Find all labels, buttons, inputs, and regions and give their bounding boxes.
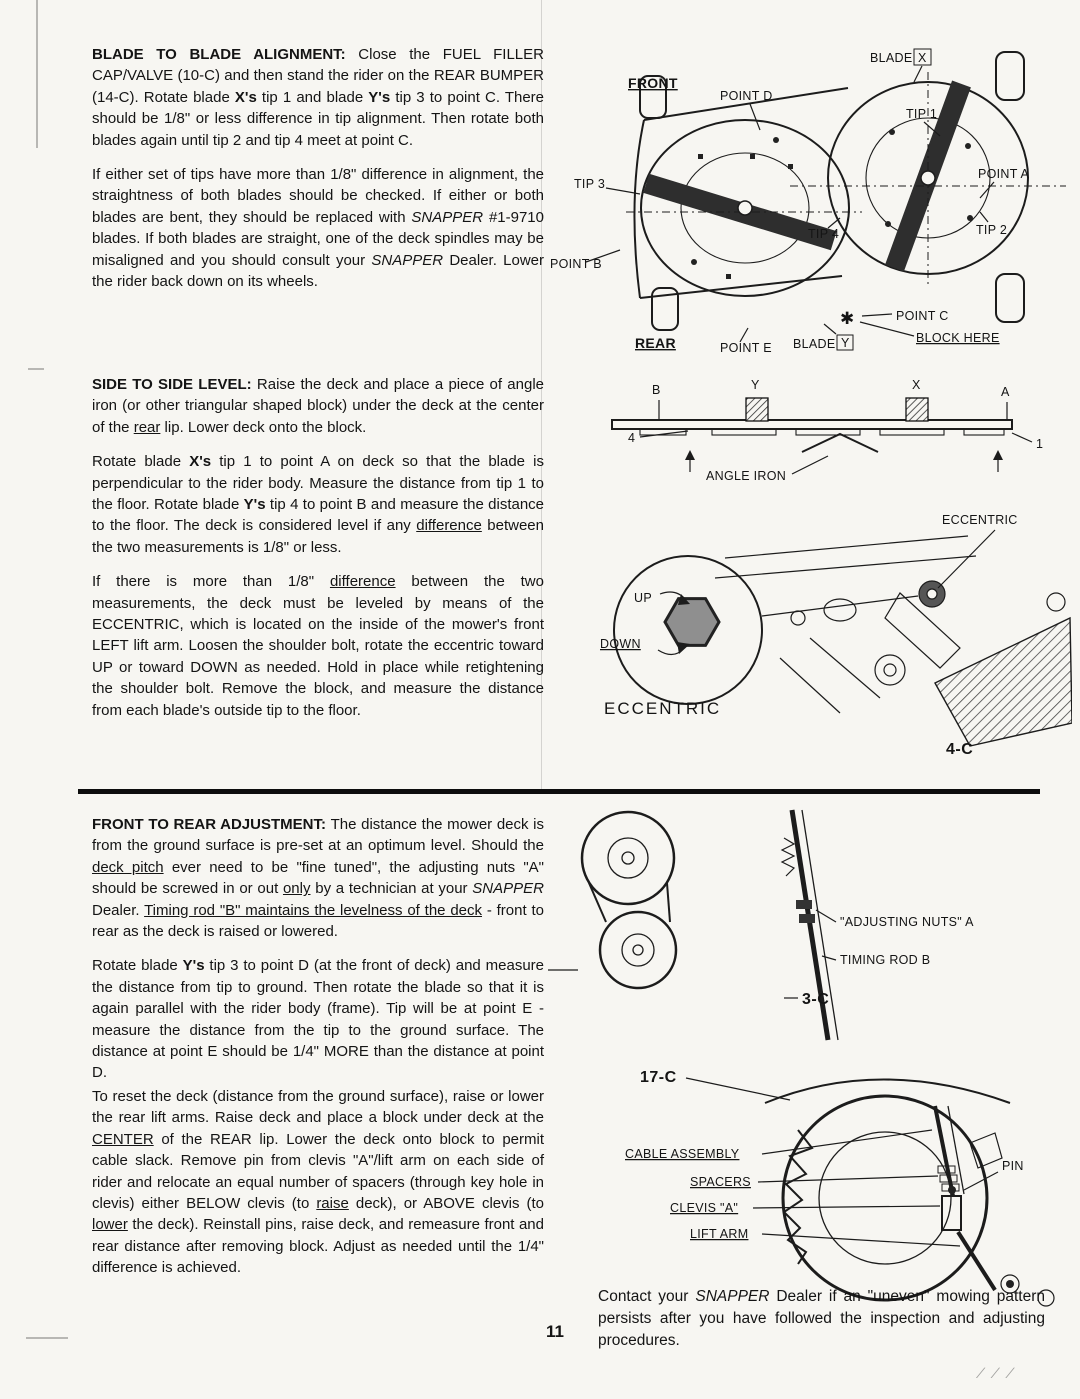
tip-3-label: TIP 3	[574, 177, 606, 191]
point-c-label: POINT C	[896, 309, 949, 323]
blade-y-label: BLADE	[793, 337, 836, 351]
footrest-hatched	[935, 618, 1072, 746]
num-1-label: 1	[1036, 437, 1044, 451]
figure-17c-label: 17-C	[640, 1069, 677, 1086]
tip-1-label: TIP 1	[906, 107, 938, 121]
text-column-middle	[92, 374, 544, 734]
rear-label: REAR	[635, 335, 676, 351]
tip-4-label: TIP 4	[808, 227, 840, 241]
closing-paragraph: Contact your SNAPPER Dealer if an "uneven" mowing pattern persists after you have followed the inspection and adjusting procedures.	[598, 1288, 1045, 1349]
front-label: FRONT	[628, 75, 678, 91]
blade-y-hatched	[746, 398, 768, 421]
eccentric-nut	[665, 599, 719, 646]
scan-mark	[26, 1337, 68, 1339]
page-number: 11	[546, 1322, 564, 1341]
diagram-timing-rod	[540, 798, 1072, 1050]
mark-x-label: X	[912, 378, 921, 392]
pin-label: PIN	[1002, 1159, 1024, 1173]
figure-4c-label: 4-C	[946, 741, 974, 758]
point-b-label: POINT B	[550, 257, 602, 271]
eccentric-title: ECCENTRIC	[604, 699, 722, 718]
diagram-eccentric	[540, 498, 1072, 790]
blade-y-letter: Y	[841, 336, 850, 350]
lift-arm-label: LIFT ARM	[690, 1227, 749, 1241]
text-column-top	[92, 44, 544, 305]
paragraph-blade-check: If either set of tips have more than 1/8" difference in alignment, the straightness of both blades should be checked. If either or both blades are bent, they should be replaced with SNAPPER #1-9710 blades. If both blades are straight, one of the deck spindles may be misaligned and you should consult your SNAPPER Dealer. Lower the rider back down on its wheels.	[92, 166, 544, 291]
paragraph-side-level: SIDE TO SIDE LEVEL: Raise the deck and place a piece of angle iron (or other triangular shaped block) under the deck at the center of the rear lip. Lower deck onto the block.	[92, 376, 544, 436]
clevis-a-label: CLEVIS "A"	[670, 1201, 739, 1215]
mark-y-label: Y	[751, 378, 760, 392]
point-e-label: POINT E	[720, 341, 772, 355]
adjusting-nuts-label: "ADJUSTING NUTS" A	[840, 915, 974, 929]
scan-crease	[36, 0, 38, 148]
cable-assembly-label: CABLE ASSEMBLY	[625, 1147, 740, 1161]
block-here-label: BLOCK HERE	[916, 331, 1000, 345]
eccentric-callout-label: ECCENTRIC	[942, 513, 1018, 527]
angle-iron-label: ANGLE IRON	[706, 469, 787, 483]
diagram-side-level	[540, 372, 1072, 494]
diagram-blade-alignment	[540, 36, 1072, 370]
paragraph-reset-deck: To reset the deck (distance from the ground surface), raise or lower the rear lift arms. Raise deck and place a block under deck at the CENTER of the REAR lip. Lower the deck onto block to permit cable slack. Remove pin from clevis "A"/lift arm on each side of rider and relocate an equal number of spacers (through key hole in clevis) either BELOW clevis (to raise deck), or ABOVE clevis (to lower the deck). Reinstall pins, raise deck, and remeasure front and rear distance after removing block. Adjust as needed until the 1/4" difference is achieved.	[92, 1087, 544, 1277]
paragraph-tip-measure: Rotate blade Y's tip 3 to point D (at the front of deck) and measure the distance from tip to ground. Then rotate the blade so that it is again parallel with the rider body (frame). Tip will be at point E - measure the distance from the tip to the ground surface. The distance at point E should be 1/4" MORE than the distance at point D.	[92, 957, 544, 1082]
paragraph-eccentric-adjust: If there is more than 1/8" difference between the two measurements, the deck must be leveled by means of the ECCENTRIC, which is located on the inside of the mower's front LEFT lift arm. Loosen the shoulder bolt, rotate the eccentric toward UP or toward DOWN as needed. Hold in place while retightening the shoulder bolt. Remove the block, and measure the distance from each blade's outside tip to the floor.	[92, 573, 544, 719]
tire-shape	[765, 1080, 1010, 1301]
diagram-clevis-lift-arm	[540, 1048, 1072, 1312]
label-leaders	[548, 910, 836, 998]
pulleys	[582, 812, 676, 988]
figure-3c-label: 3-C	[802, 991, 830, 1008]
point-d-label: POINT D	[720, 89, 773, 103]
spacers-label: SPACERS	[690, 1175, 751, 1189]
text-column-bottom	[92, 814, 544, 1292]
scan-mark	[28, 368, 44, 370]
paragraph-front-rear: FRONT TO REAR ADJUSTMENT: The distance the mower deck is from the ground surface is pre-set at an optimum level. Should the deck pitch ever need to be "fine tuned", the adjusting nuts "A" should be screwed in or out only by a technician at your SNAPPER Dealer. Timing rod "B" maintains the levelness of the deck - front to rear as the deck is raised or lowered.	[92, 816, 544, 941]
num-4-label: 4	[628, 431, 636, 445]
paragraph-level-measure: Rotate blade X's tip 1 to point A on deck so that the blade is perpendicular to the rider body. Measure the distance from tip 1 to the floor. Rotate blade Y's tip 4 to point B and measure the distance to the floor. The deck is considered level if any difference between the two measurements is 1/8" or less.	[92, 453, 545, 556]
blade-x-label: BLADE	[870, 51, 913, 65]
paragraph-blade-alignment: BLADE TO BLADE ALIGNMENT: Close the FUEL FILLER CAP/VALVE (10-C) and then stand the rider on the REAR BUMPER (14-C). Rotate blade X's tip 1 and blade Y's tip 3 to point C. There should be 1/8" or less difference in tip alignment. Then rotate both blades again until tip 2 and tip 4 meet at point C.	[92, 46, 545, 149]
tip-2-label: TIP 2	[976, 223, 1008, 237]
angle-iron-shape	[802, 434, 878, 452]
mark-a-label: A	[1001, 385, 1010, 399]
pencil-marks: ∕ ∕ ∕	[980, 1365, 1016, 1382]
point-a-label: POINT A	[978, 167, 1030, 181]
up-label: UP	[634, 591, 652, 605]
down-label: DOWN	[600, 637, 641, 651]
timing-rod-label: TIMING ROD B	[840, 953, 931, 967]
mark-b-label: B	[652, 383, 661, 397]
star-mark: ✱	[840, 309, 855, 328]
label-leaders	[686, 1078, 998, 1246]
blade-x-letter: X	[918, 51, 927, 65]
blade-x-hatched	[906, 398, 928, 421]
